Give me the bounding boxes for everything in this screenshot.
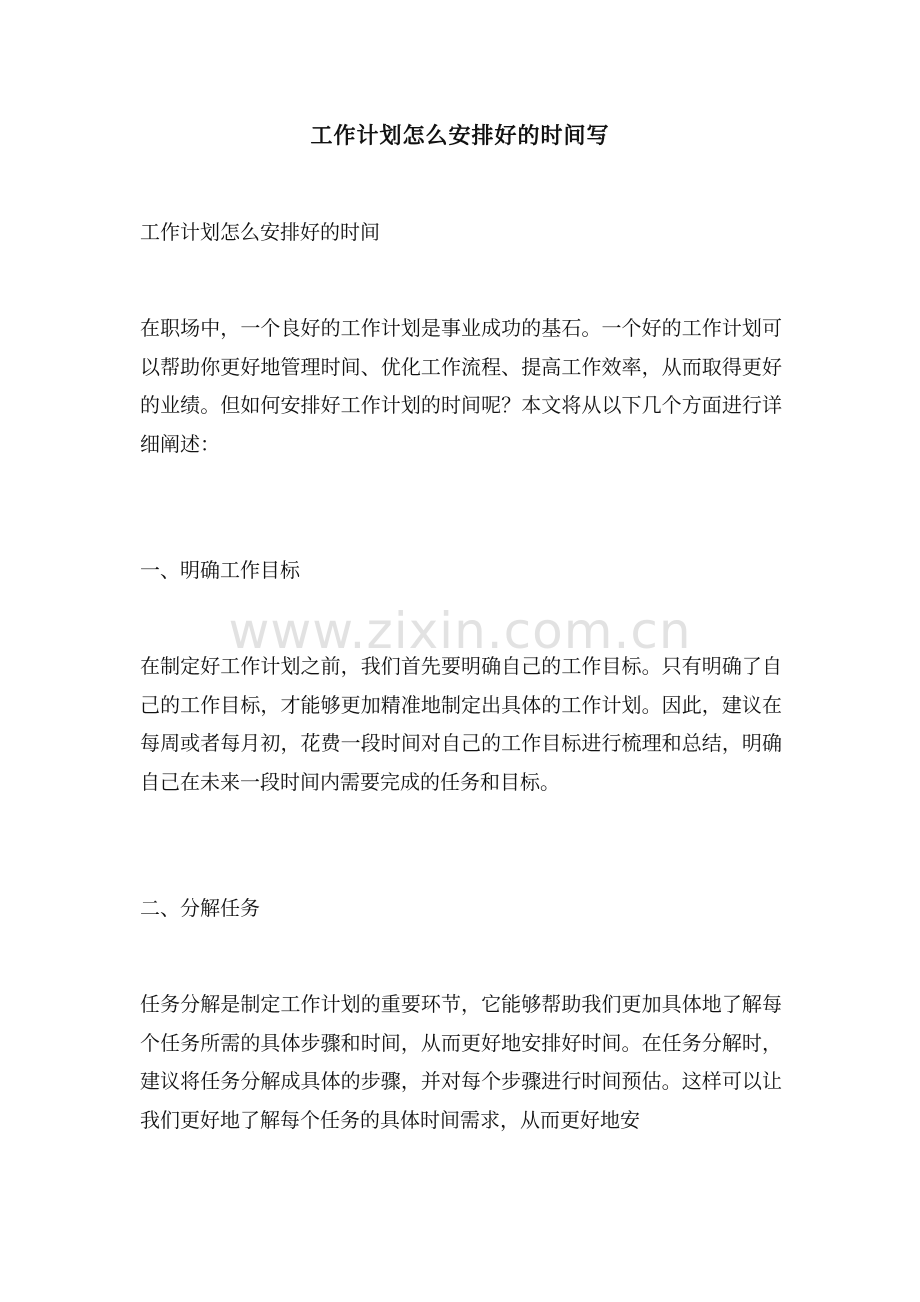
section-heading-2: 二、分解任务 bbox=[140, 896, 260, 920]
intro-paragraph: 在职场中，一个良好的工作计划是事业成功的基石。一个好的工作计划可以帮助你更好地管理时间、优化工作流程、提高工作效率，从而取得更好的业绩。但如何安排好工作计划的时间呢？本文将从以下几个方面进行详细阐述： bbox=[140, 316, 782, 456]
section-body-1: 在制定好工作计划之前，我们首先要明确自己的工作目标。只有明确了自己的工作目标，才能够更加精准地制定出具体的工作计划。因此，建议在每周或者每月初，花费一段时间对自己的工作目标进行梳理和总结，明确自己在未来一段时间内需要完成的任务和目标。 bbox=[140, 654, 782, 794]
section-heading-1: 一、明确工作目标 bbox=[140, 558, 300, 582]
document-title: 工作计划怎么安排好的时间写 bbox=[310, 123, 610, 149]
document-subtitle: 工作计划怎么安排好的时间 bbox=[140, 220, 380, 244]
watermark: www.zixin.com.cn bbox=[228, 602, 692, 660]
section-body-2: 任务分解是制定工作计划的重要环节，它能够帮助我们更加具体地了解每个任务所需的具体步骤和时间，从而更好地安排好时间。在任务分解时，建议将任务分解成具体的步骤，并对每个步骤进行时间预估。这样可以让我们更好地了解每个任务的具体时间需求，从而更好地安 bbox=[140, 992, 782, 1132]
